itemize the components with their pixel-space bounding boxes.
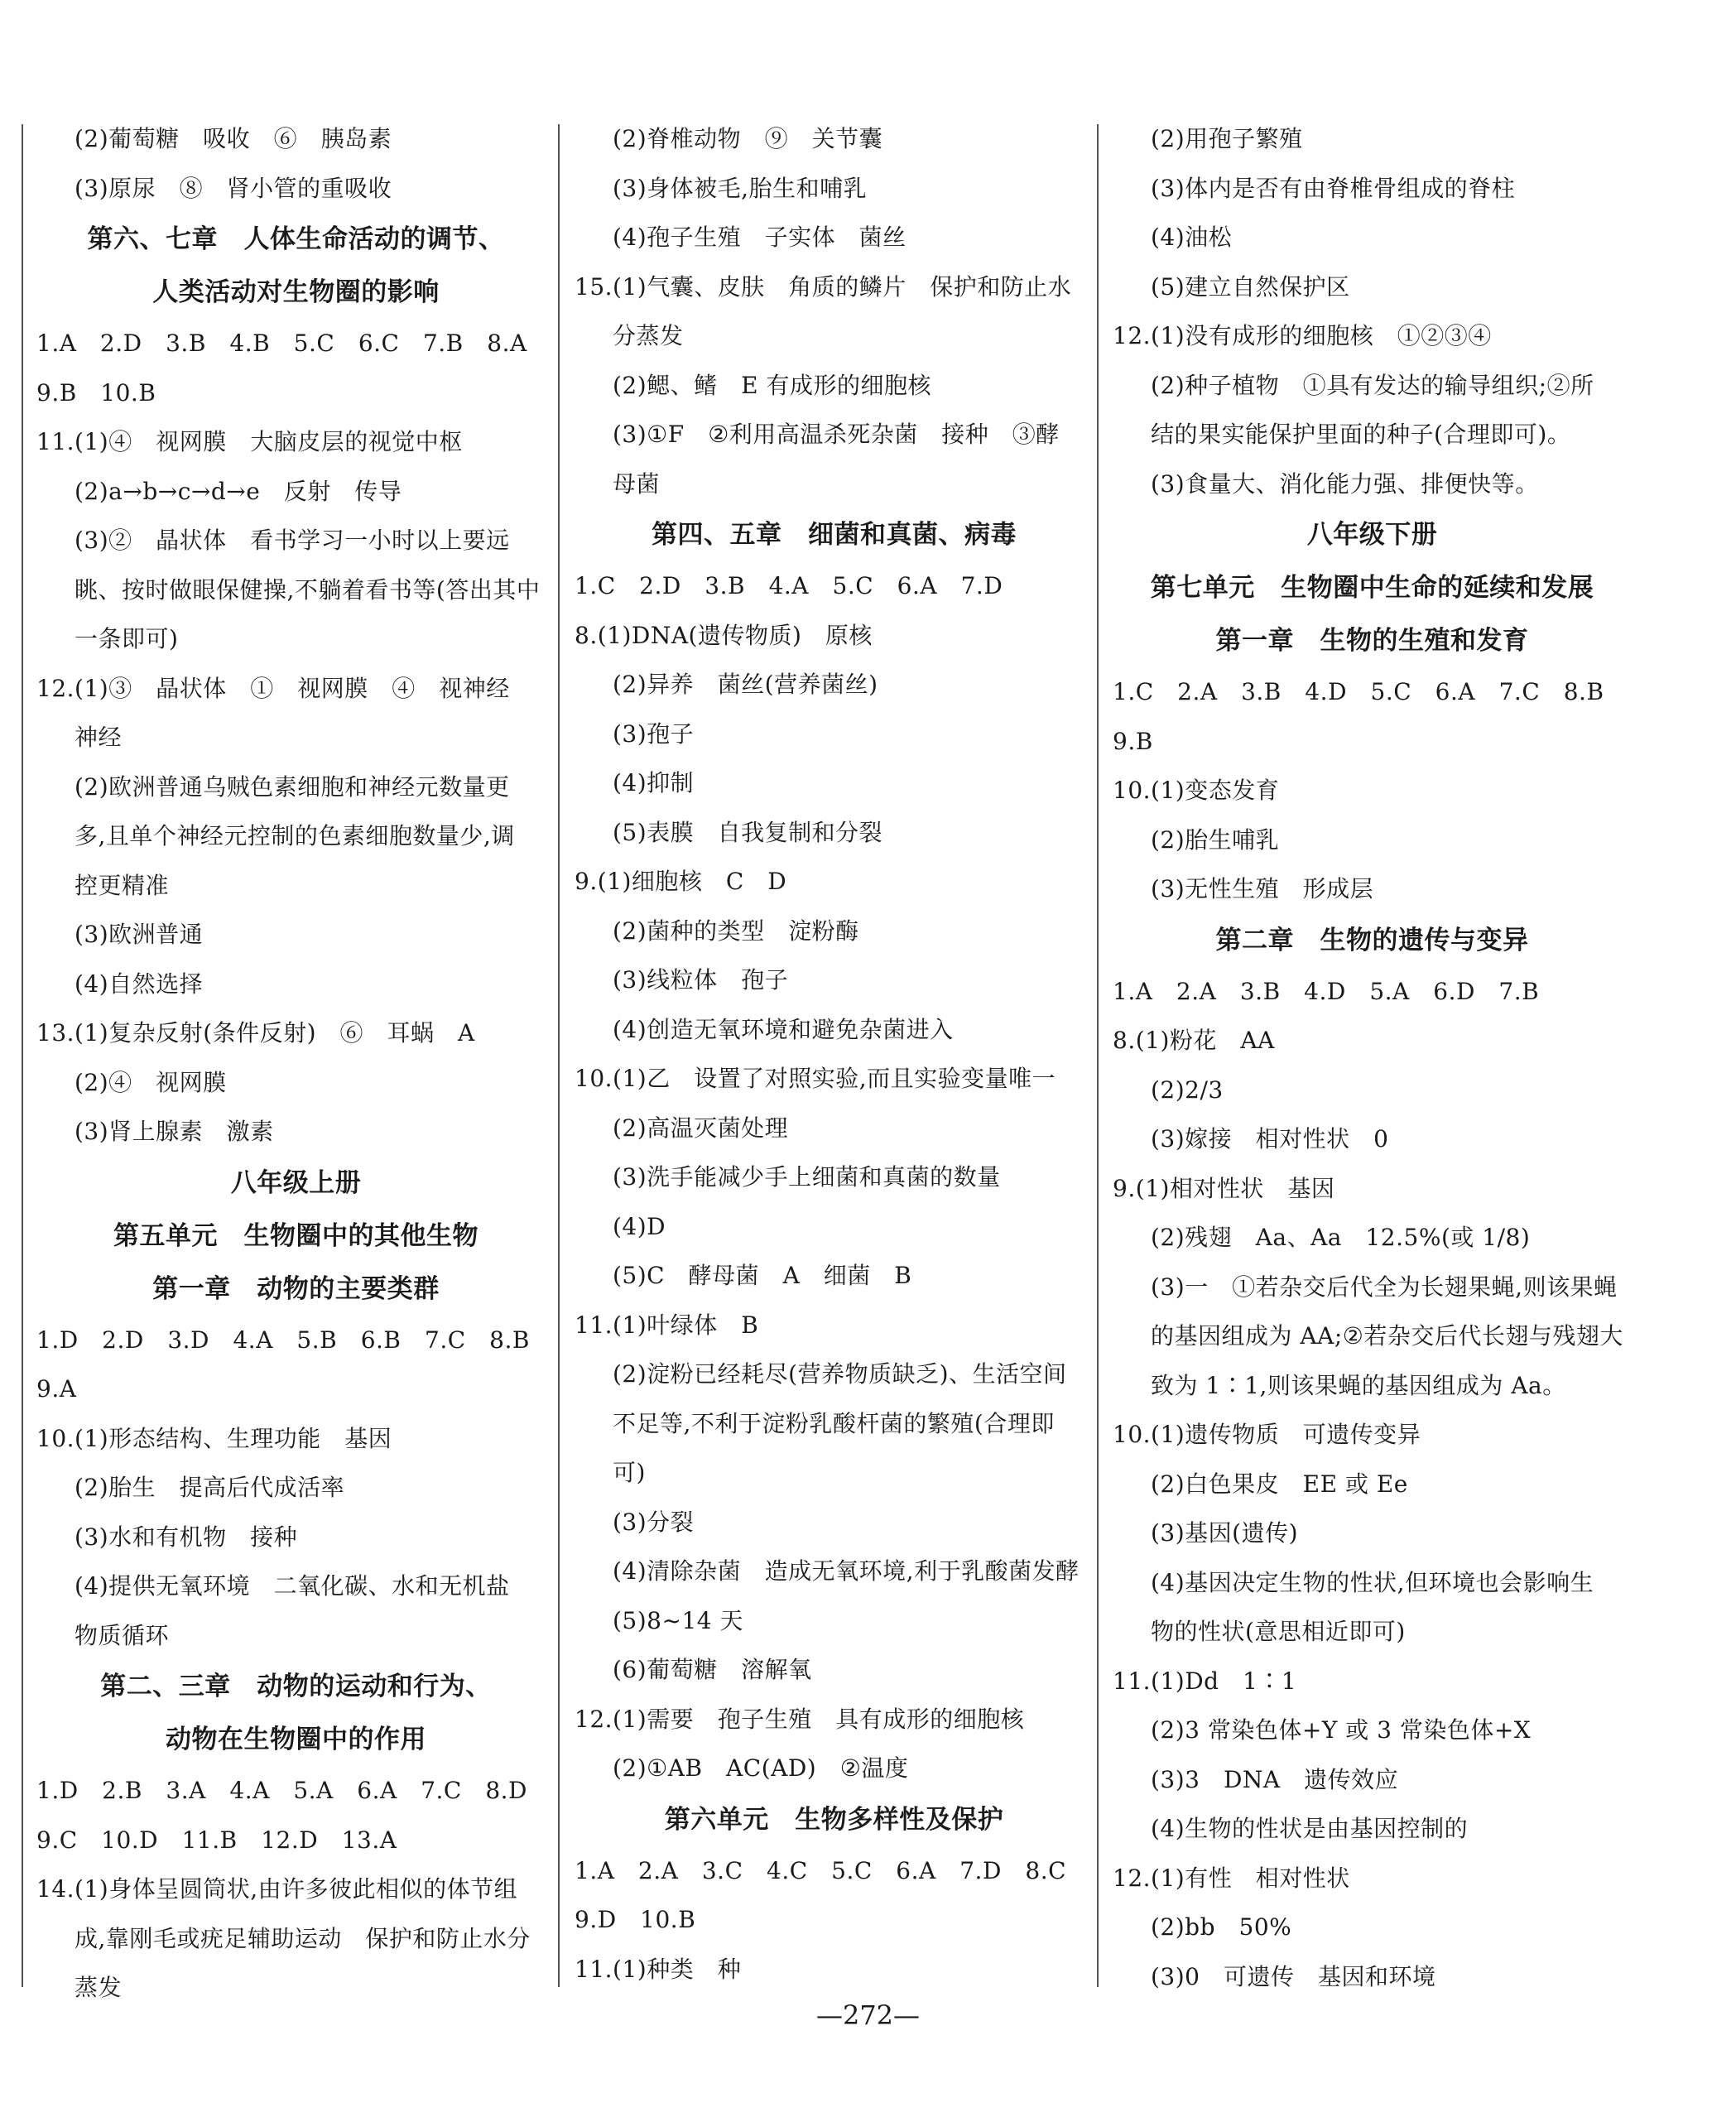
answer-subline: 结的果实能保护里面的种子(合理即可)。 (1151, 421, 1571, 448)
answer-line: 12.(1)需要 孢子生殖 具有成形的细胞核 (575, 1705, 1025, 1733)
section-heading: 第二章 生物的遗传与变异 (1215, 925, 1529, 955)
answer-subline: (2)3 常染色体+Y 或 3 常染色体+X (1151, 1716, 1532, 1744)
answer-subline: (2)bb 50% (1151, 1913, 1292, 1941)
answer-subline: (3)欧洲普通 (75, 921, 204, 948)
answer-subline: 物质循环 (75, 1621, 170, 1649)
page-number: —272— (815, 1999, 921, 2031)
answer-line: 10.(1)乙 设置了对照实验,而且实验变量唯一 (575, 1065, 1056, 1092)
answer-subline: 眺、按时做眼保健操,不躺着看书等(答出其中 (75, 575, 541, 604)
section-heading: 第二、三章 动物的运动和行为、 (100, 1672, 492, 1701)
answer-subline: 成,靠刚毛或疣足辅助运动 保护和防止水分 (75, 1924, 531, 1952)
answer-subline: (3)无性生殖 形成层 (1151, 875, 1374, 902)
answer-line: 12.(1)没有成形的细胞核 ①②③④ (1113, 322, 1492, 349)
section-heading: 人类活动对生物圈的影响 (152, 277, 440, 307)
answer-subline: (3)一 ①若杂交后代全为长翅果蝇,则该果蝇 (1151, 1273, 1618, 1301)
answer-subline: (2)异养 菌丝(营养菌丝) (613, 671, 878, 698)
answer-subline: (2)欧洲普通乌贼色素细胞和神经元数量更 (75, 772, 510, 801)
answer-line: 12.(1)有性 相对性状 (1113, 1864, 1350, 1892)
answer-subline: (4)自然选择 (75, 970, 204, 998)
answer-line: 9.B (1113, 727, 1153, 755)
answer-subline: (2)高温灭菌处理 (613, 1114, 789, 1142)
answer-line: 10.(1)遗传物质 可遗传变异 (1113, 1421, 1421, 1448)
answer-subline: 蒸发 (75, 1974, 123, 2001)
answer-subline: (2)残翅 Aa、Aa 12.5%(或 1/8) (1151, 1224, 1531, 1251)
section-heading: 第六、七章 人体生命活动的调节、 (87, 224, 505, 254)
answer-subline: (2)淀粉已经耗尽(营养物质缺乏)、生活空间 (613, 1360, 1067, 1388)
answer-subline: 物的性状(意思相近即可) (1151, 1618, 1406, 1645)
section-heading: 动物在生物圈中的作用 (166, 1725, 426, 1754)
answer-line: 9.(1)细胞核 C D (575, 868, 787, 895)
answer-subline: (3)线粒体 孢子 (613, 966, 789, 994)
answer-subline: (5)建立自然保护区 (1151, 272, 1350, 301)
section-heading: 八年级下册 (1306, 520, 1438, 550)
answer-subline: 母菌 (613, 469, 661, 498)
answer-subline: 神经 (75, 724, 123, 751)
answer-subline: 一条即可) (75, 625, 179, 652)
column-right (1109, 114, 1635, 2001)
answer-subline: (3)② 晶状体 看书学习一小时以上要远 (75, 527, 510, 554)
answer-subline: (3)①F ②利用高温杀死杂菌 接种 ③酵 (613, 421, 1060, 448)
answer-subline: (2)鳃、鳍 E 有成形的细胞核 (613, 371, 932, 399)
column-left (33, 114, 559, 2013)
answer-line: 14.(1)身体呈圆筒状,由许多彼此相似的体节组 (36, 1875, 518, 1903)
column-divider (22, 124, 23, 1987)
answer-line: 10.(1)形态结构、生理功能 基因 (36, 1424, 392, 1452)
answer-subline: (2)2/3 (1151, 1075, 1224, 1104)
answer-line: 11.(1)叶绿体 B (575, 1311, 759, 1339)
answer-line: 9.B 10.B (36, 378, 156, 407)
answer-subline: (4)抑制 (613, 769, 695, 796)
answer-subline: (5)8~14 天 (613, 1606, 743, 1634)
answer-subline: (2)白色果皮 EE 或 Ee (1151, 1470, 1408, 1498)
answer-subline: 致为 1∶1,则该果蝇的基因组成为 Aa。 (1151, 1371, 1566, 1399)
answer-subline: (4)基因决定生物的性状,但环境也会影响生 (1151, 1568, 1594, 1596)
answer-subline: 控更精准 (75, 871, 170, 899)
answer-subline: (6)葡萄糖 溶解氧 (613, 1656, 812, 1683)
answer-subline: (3)水和有机物 接种 (75, 1523, 298, 1551)
answer-subline: (3)洗手能减少手上细菌和真菌的数量 (613, 1163, 1001, 1191)
answer-subline: (5)C 酵母菌 A 细菌 B (613, 1262, 912, 1289)
answer-subline: 不足等,不利于淀粉乳酸杆菌的繁殖(合理即 (613, 1409, 1055, 1437)
column-middle (571, 114, 1097, 1994)
section-heading: 第五单元 生物圈中的其他生物 (113, 1220, 478, 1251)
column-divider (1097, 124, 1099, 1987)
answer-subline: 多,且单个神经元控制的色素细胞数量少,调 (75, 822, 515, 849)
answer-subline: 可) (613, 1459, 646, 1486)
answer-line: 13.(1)复杂反射(条件反射) ⑥ 耳蜗 A (36, 1019, 475, 1047)
answer-line: 8.(1)粉花 AA (1113, 1027, 1275, 1054)
section-heading: 第一章 动物的主要类群 (152, 1273, 440, 1304)
answer-subline: (3)3 DNA 遗传效应 (1151, 1765, 1399, 1793)
answer-subline: (4)生物的性状是由基因控制的 (1151, 1815, 1469, 1842)
answer-subline: (4)油松 (1151, 224, 1233, 251)
section-heading: 八年级上册 (230, 1167, 362, 1198)
answer-subline: (3)0 可遗传 基因和环境 (1151, 1962, 1436, 1990)
section-heading: 第六单元 生物多样性及保护 (664, 1804, 1004, 1835)
answer-line: 1.A 2.D 3.B 4.B 5.C 6.C 7.B 8.A (36, 330, 527, 357)
answer-line: 9.A (36, 1375, 77, 1403)
answer-line: 12.(1)③ 晶状体 ① 视网膜 ④ 视神经 (36, 674, 510, 702)
answer-subline: (2)④ 视网膜 (75, 1068, 227, 1096)
answer-line: 10.(1)变态发育 (1113, 777, 1280, 804)
answer-subline: (2)葡萄糖 吸收 ⑥ 胰岛素 (75, 125, 392, 152)
answer-subline: (3)嫁接 相对性状 0 (1151, 1125, 1389, 1152)
answer-line: 9.C 10.D 11.B 12.D 13.A (36, 1826, 397, 1854)
answer-line: 8.(1)DNA(遗传物质) 原核 (575, 621, 873, 649)
answer-subline: (3)肾上腺素 激素 (75, 1118, 274, 1145)
answer-line: 1.C 2.A 3.B 4.D 5.C 6.A 7.C 8.B (1113, 678, 1604, 705)
answer-subline: (3)分裂 (613, 1508, 695, 1536)
answer-subline: (4)清除杂菌 造成无氧环境,利于乳酸菌发酵 (613, 1557, 1080, 1585)
answer-subline: 分蒸发 (613, 322, 684, 349)
answer-subline: (5)表膜 自我复制和分裂 (613, 818, 883, 846)
answer-line: 1.C 2.D 3.B 4.A 5.C 6.A 7.D (575, 572, 1003, 599)
answer-line: 1.D 2.B 3.A 4.A 5.A 6.A 7.C 8.D (36, 1777, 528, 1804)
answer-subline: (4)提供无氧环境 二氧化碳、水和无机盐 (75, 1572, 510, 1600)
answer-subline: (3)原尿 ⑧ 肾小管的重吸收 (75, 174, 392, 202)
answer-line: 15.(1)气囊、皮肤 角质的鳞片 保护和防止水 (575, 272, 1072, 301)
answer-subline: (4)孢子生殖 子实体 菌丝 (613, 224, 906, 251)
answer-subline: (3)孢子 (613, 719, 695, 748)
answer-subline: (4)创造无氧环境和避免杂菌进入 (613, 1015, 954, 1043)
answer-subline: (2)胎生 提高后代成活率 (75, 1474, 345, 1501)
answer-subline: (2)脊椎动物 ⑨ 关节囊 (613, 125, 883, 152)
answer-line: 1.A 2.A 3.B 4.D 5.A 6.D 7.B (1113, 977, 1540, 1005)
answer-subline: (3)食量大、消化能力强、排便快等。 (1151, 469, 1539, 498)
answer-line: 9.(1)相对性状 基因 (1113, 1174, 1335, 1202)
answer-subline: 的基因组成为 AA;②若杂交后代长翅与残翅大 (1151, 1322, 1623, 1350)
answer-line: 1.D 2.D 3.D 4.A 5.B 6.B 7.C 8.B (36, 1326, 530, 1354)
answer-subline: (3)身体被毛,胎生和哺乳 (613, 174, 868, 202)
answer-subline: (3)体内是否有由脊椎骨组成的脊柱 (1151, 174, 1516, 202)
answer-subline: (4)D (613, 1212, 666, 1240)
answer-subline: (2)a→b→c→d→e 反射 传导 (75, 477, 402, 505)
answer-subline: (2)用孢子繁殖 (1151, 125, 1303, 152)
answer-line: 11.(1)Dd 1∶1 (1113, 1667, 1297, 1695)
answer-subline: (2)菌种的类型 淀粉酶 (613, 917, 859, 945)
answer-line: 9.D 10.B (575, 1906, 696, 1933)
answer-subline: (2)胎生哺乳 (1151, 825, 1280, 854)
section-heading: 第七单元 生物圈中生命的延续和发展 (1150, 573, 1594, 603)
answer-subline: (3)基因(遗传) (1151, 1519, 1299, 1547)
answer-subline: (2)种子植物 ①具有发达的输导组织;②所 (1151, 371, 1594, 399)
section-heading: 第一章 生物的生殖和发育 (1215, 626, 1529, 656)
answer-line: 1.A 2.A 3.C 4.C 5.C 6.A 7.D 8.C (575, 1856, 1067, 1884)
answer-line: 11.(1)④ 视网膜 大脑皮层的视觉中枢 (36, 428, 463, 455)
answer-subline: (2)①AB AC(AD) ②温度 (613, 1754, 909, 1782)
answer-line: 11.(1)种类 种 (575, 1955, 742, 1983)
section-heading: 第四、五章 细菌和真菌、病毒 (652, 520, 1017, 550)
